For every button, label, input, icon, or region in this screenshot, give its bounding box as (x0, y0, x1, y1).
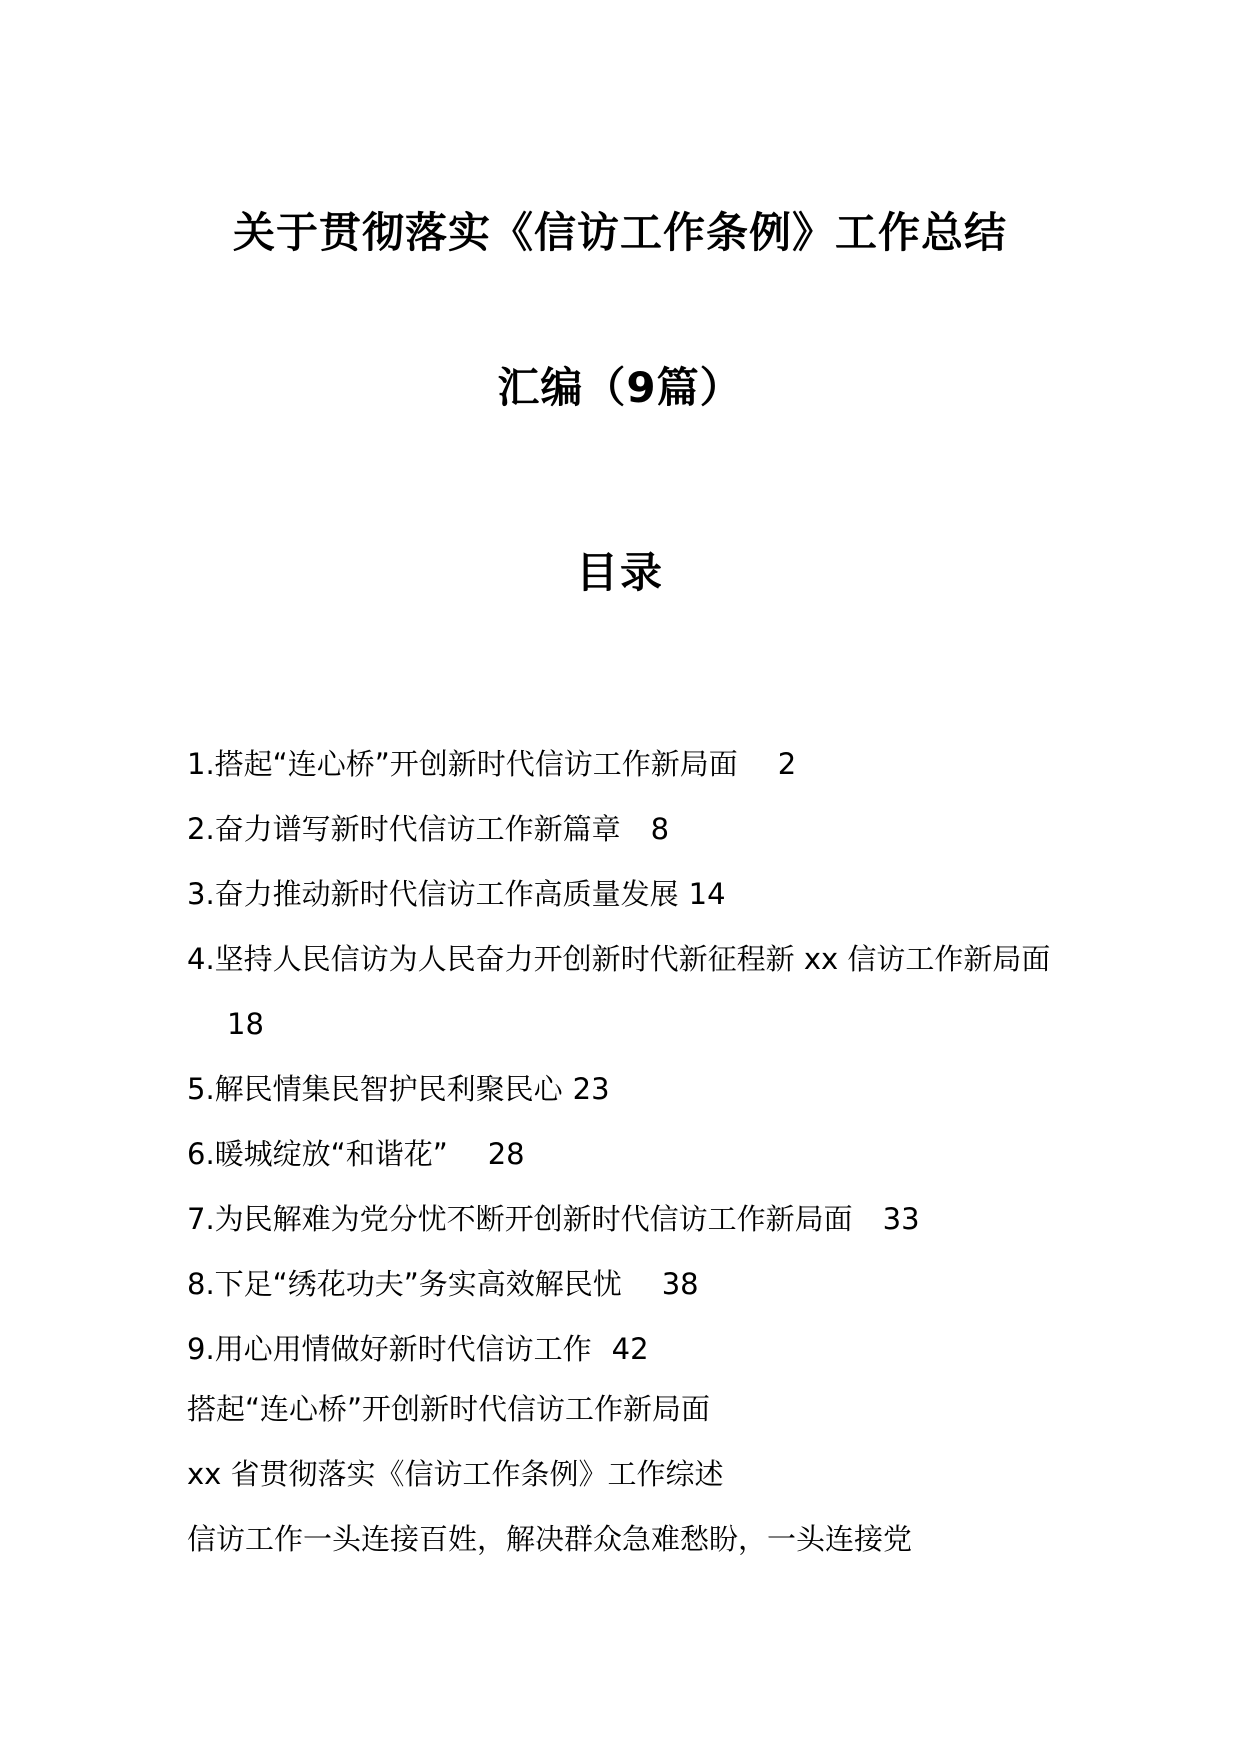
document-body (187, 1377, 1067, 1572)
toc-item-text: 6.暖城绽放“和谐花” (187, 1137, 448, 1171)
toc-item[interactable] (187, 1317, 1067, 1382)
toc-item-text: 7.为民解难为党分忧不断开创新时代信访工作新局面 (187, 1202, 853, 1236)
toc-item[interactable] (187, 1187, 1067, 1252)
toc-item-text: 2.奋力谱写新时代信访工作新篇章 (187, 812, 621, 846)
toc-heading: 目录 (575, 548, 664, 597)
document-title-line-1: 关于贯彻落实《信访工作条例》工作总结 (232, 208, 1007, 257)
article-subtitle: xx 省贯彻落实《信访工作条例》工作综述 (187, 1457, 724, 1491)
toc-item[interactable] (187, 1057, 1067, 1122)
toc-item-text: 5.解民情集民智护民利聚民心 (187, 1072, 563, 1106)
toc-item-text: 3.奋力推动新时代信访工作高质量发展 (187, 877, 679, 911)
toc-item-page: 33 (882, 1202, 920, 1236)
toc-item[interactable] (187, 1252, 1067, 1317)
toc-item-page: 8 (650, 812, 670, 846)
document-title-line-2: 汇编（9篇） (497, 363, 743, 412)
toc-item-page: 14 (688, 877, 726, 911)
toc-item[interactable] (187, 797, 1067, 862)
toc-item-text: 4.坚持人民信访为人民奋力开创新时代新征程新 xx 信访工作新局面 (187, 942, 1051, 976)
toc-item-page: 42 (611, 1332, 649, 1366)
toc-item-text: 8.下足“绣花功夫”务实高效解民忧 (187, 1267, 622, 1301)
toc-item-page: 18 (227, 1007, 264, 1041)
toc-item-text: 9.用心用情做好新时代信访工作 (187, 1332, 592, 1366)
body-paragraph: 信访工作一头连接百姓，解决群众急难愁盼，一头连接党 (187, 1522, 913, 1556)
toc-item-page: 28 (487, 1137, 525, 1171)
article-title: 搭起“连心桥”开创新时代信访工作新局面 (187, 1392, 711, 1426)
table-of-contents (187, 732, 1067, 1382)
toc-item-page: 23 (572, 1072, 610, 1106)
toc-item[interactable] (187, 732, 1067, 797)
toc-item-page: 2 (777, 747, 797, 781)
toc-item[interactable] (187, 927, 1067, 1057)
toc-item[interactable] (187, 1122, 1067, 1187)
toc-item-page: 38 (661, 1267, 699, 1301)
toc-item[interactable] (187, 862, 1067, 927)
toc-item-text: 1.搭起“连心桥”开创新时代信访工作新局面 (187, 747, 738, 781)
